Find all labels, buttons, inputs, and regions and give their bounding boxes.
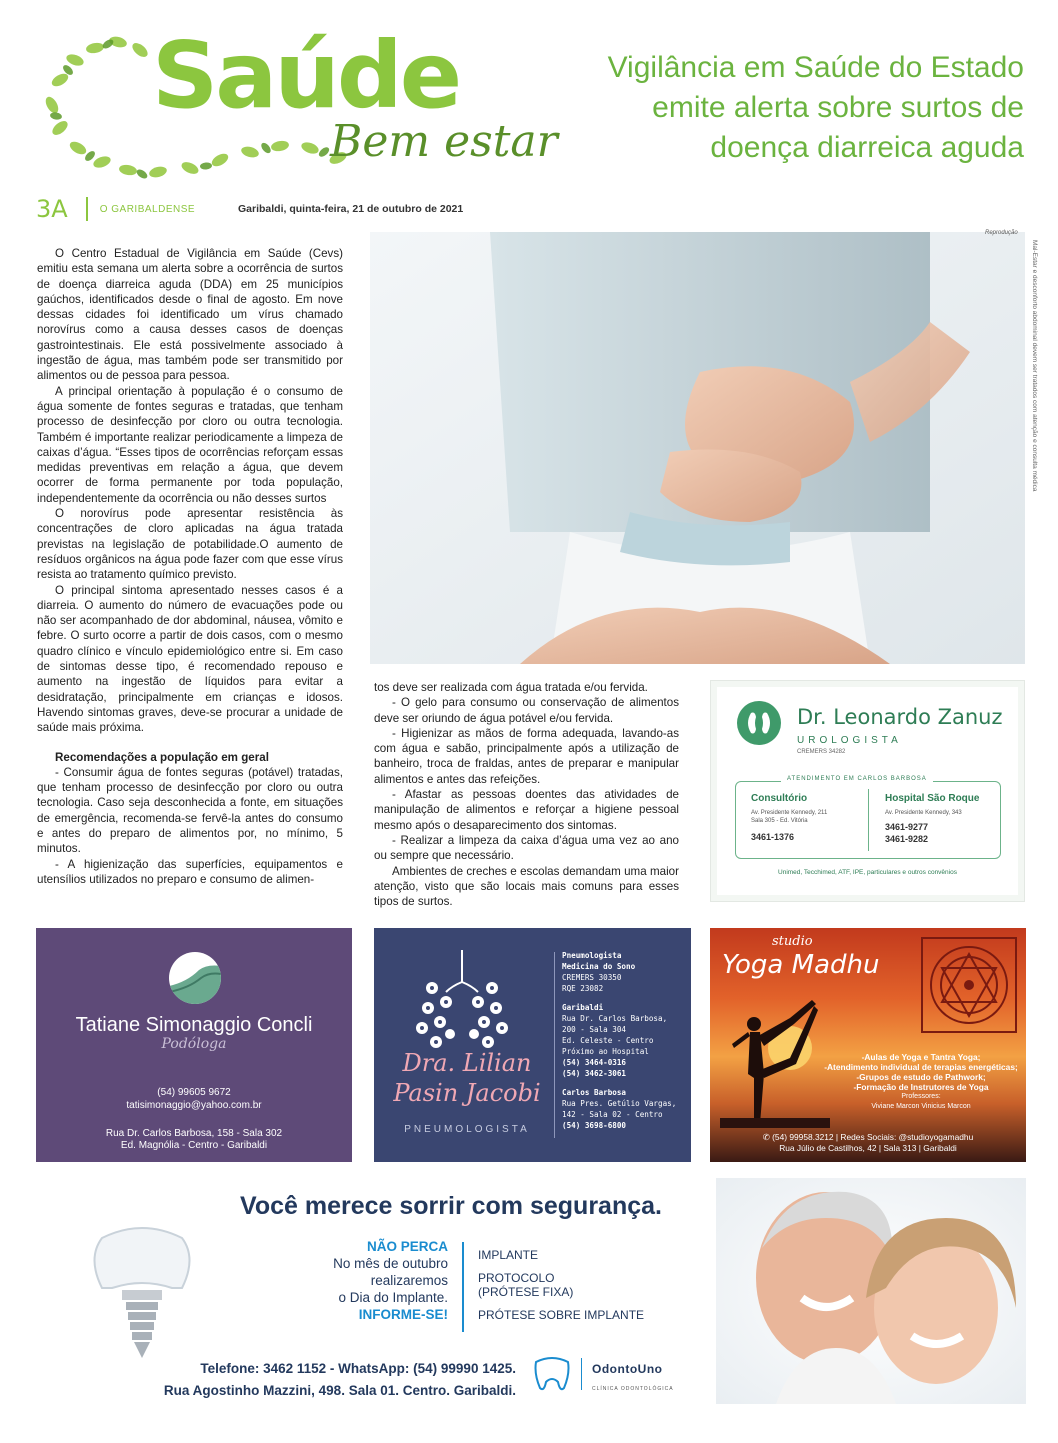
address-line: Rua Dr. Carlos Barbosa, 158 - Sala 302 bbox=[105, 1128, 283, 1139]
mandala-icon bbox=[916, 932, 1022, 1038]
hospital-address: Av. Presidente Kennedy, 343 bbox=[885, 810, 962, 816]
hospital-phones bbox=[885, 821, 928, 845]
dental-services bbox=[478, 1248, 644, 1331]
name-line: Pasin Jacobi bbox=[393, 1079, 541, 1107]
info-line: Medicina do Sono bbox=[562, 962, 636, 971]
yoga-address: Rua Júlio de Castilhos, 42 | Sala 313 | Garibaldi bbox=[779, 1143, 957, 1153]
name-line: Dra. Lilian bbox=[402, 1049, 532, 1077]
service-item: PRÓTESE SOBRE IMPLANTE bbox=[478, 1308, 645, 1322]
service-item: -Aulas de Yoga e Tantra Yoga; bbox=[861, 1052, 981, 1062]
foot-logo-icon bbox=[169, 952, 221, 1004]
service-item-line: PROTOCOLO bbox=[478, 1271, 555, 1285]
address-line: Próximo ao Hospital bbox=[562, 1047, 649, 1056]
article-subhead: Recomendações a população em geral bbox=[55, 750, 269, 764]
doctor-crm: CREMERS 34282 bbox=[797, 749, 846, 755]
recommendation: - Afastar as pessoas doentes das atividades de manipulação de alimentos e reforçar a higiene pessoal mesmo após o desaparecimento dos sintomas. bbox=[374, 788, 679, 832]
pneumologist-specialty: PNEUMOLOGISTA bbox=[404, 1124, 530, 1135]
address-line: Rua Dr. Carlos Barbosa, bbox=[562, 1014, 668, 1023]
dental-headline: Você merece sorrir com segurança. bbox=[240, 1192, 662, 1220]
teachers-label: Professores: bbox=[901, 1093, 941, 1100]
attendance-label: ATENDIMENTO EM CARLOS BARBOSA bbox=[781, 776, 933, 782]
office-address bbox=[751, 809, 861, 825]
podologist-name: Tatiane Simonaggio Concli bbox=[75, 1014, 313, 1036]
dateline: Garibaldi, quinta-feira, 21 de outubro de 2021 bbox=[238, 203, 464, 215]
promo-line: No mês de outubro bbox=[333, 1256, 448, 1271]
service-item: -Atendimento individual de terapias energéticas; bbox=[824, 1062, 1018, 1072]
paragraph: O norovírus pode apresentar resistência às concentrações de cloro aplicadas na água tratada previstas na legislação de potabilidade.O aumento de resíduos orgânicos na água pode fazer com que esse vírus resista ao tratamento químico previsto. bbox=[37, 507, 343, 582]
podologist-phone: (54) 99605 9672 bbox=[157, 1087, 231, 1098]
article-column-2 bbox=[374, 680, 679, 909]
office-title: Consultório bbox=[751, 793, 808, 804]
yoga-contact bbox=[710, 1132, 1026, 1154]
folio-divider bbox=[86, 197, 88, 221]
office-address-line: Av. Presidente Kennedy, 211 bbox=[751, 810, 828, 816]
recommendation: - Consumir água de fontes seguras (potável) tratadas, que tenham processo de desinfecção por cloro ou outra tecnologia. Caso seja desconhecida a fonte, em situações de emergência, recomenda-se fervê-la antes do consumo e antes do preparo de alimentos por, no mínimo, 5 minutos. bbox=[37, 765, 343, 856]
phone-line: (54) 3698-6800 bbox=[562, 1121, 627, 1130]
photo-credit: Reprodução bbox=[985, 230, 1018, 236]
hospital-phone: 3461-9277 bbox=[885, 822, 929, 832]
address-line: Ed. Magnólia - Centro - Garibaldi bbox=[120, 1140, 268, 1151]
info-line: RQE 23082 bbox=[562, 984, 604, 993]
dental-ad bbox=[36, 1178, 1026, 1404]
folio bbox=[36, 195, 195, 223]
podologist-ad bbox=[36, 928, 352, 1162]
dental-brand: OdontoUno bbox=[592, 1362, 663, 1376]
hospital-title: Hospital São Roque bbox=[885, 793, 980, 804]
city-label: Carlos Barbosa bbox=[562, 1088, 627, 1097]
service-item bbox=[478, 1271, 644, 1299]
podologist-role: Podóloga bbox=[161, 1036, 227, 1052]
dental-brand-sub: CLÍNICA ODONTOLÓGICA bbox=[592, 1386, 674, 1392]
kidney-logo-icon bbox=[737, 701, 781, 745]
recommendation: - Higienizar as mãos de forma adequada, lavando-as com água e sabão, principalmente após a utilização de banheiro, troca de fraldas, antes de preparar e manipular alimentos e antes das refeições. bbox=[374, 726, 679, 786]
yoga-ad bbox=[710, 928, 1026, 1162]
doctor-specialty: UROLOGISTA bbox=[797, 735, 902, 746]
address-line: Ed. Celeste - Centro bbox=[562, 1036, 654, 1045]
section-title: Saúde bbox=[152, 22, 460, 129]
insurance-list: Unimed, Tecchimed, ATF, IPE, particulares e outros convênios bbox=[778, 869, 957, 876]
promo-line: realizaremos bbox=[370, 1273, 448, 1288]
urologist-ad bbox=[710, 680, 1025, 902]
paragraph: Ambientes de creches e escolas demandam uma maior atenção, visto que são locais mais comuns para esses tipos de surtos. bbox=[374, 864, 679, 909]
photo-caption bbox=[1030, 240, 1038, 660]
paragraph: O Centro Estadual de Vigilância em Saúde (Cevs) emitiu esta semana um alerta sobre a ocorrência de surtos de doença diarreica aguda (DDA) em 25 municípios gaúchos, identificados desde o final de agosto. Em nove dessas cidades foi identificado um vírus chamado norovírus como a causa desses casos de doenças gastrointestinais. Ele está possivelmente associado à ingestão de água, mas também pode ser transmitido por alimentos ou de pessoa para pessoa. bbox=[37, 247, 343, 383]
paragraph: A principal orientação à população é o consumo de água somente de fontes seguras e tratadas, que tenham processo de desinfecção por cloro ou outra tecnologia. Também é importante realizar periodicamente a limpeza de caixas d’água. “Esses tipos de ocorrências reforçam essas medidas preventivas em relação a água, que devem ocorrer de forma permanente por toda população, independentemente da ocorrência ou não desses surtos bbox=[37, 384, 343, 505]
page-number: 3A bbox=[36, 195, 68, 223]
podologist-address bbox=[36, 1128, 352, 1152]
city-label: Garibaldi bbox=[562, 1003, 604, 1012]
promo-line: o Dia do Implante. bbox=[338, 1290, 448, 1305]
recommendation: - Realizar a limpeza da caixa d’água uma vez ao ano ou sempre que necessário. bbox=[374, 833, 679, 863]
recommendation: - O gelo para consumo ou conservação de alimentos deve ser oriundo de água potável e/ou fervida. bbox=[374, 696, 679, 725]
phone-line: (54) 3462-3061 bbox=[562, 1069, 627, 1078]
whatsapp-icon: ✆ bbox=[762, 1132, 773, 1142]
lungs-flower-icon bbox=[402, 946, 522, 1056]
promo-line: NÃO PERCA bbox=[366, 1239, 448, 1254]
newspaper-name: O GARIBALDENSE bbox=[99, 203, 196, 215]
address-line: Rua Pres. Getúlio Vargas, bbox=[562, 1099, 677, 1108]
article-photo bbox=[370, 232, 1025, 664]
pneumologist-ad bbox=[374, 928, 691, 1162]
locations-divider bbox=[868, 789, 869, 851]
dental-contact bbox=[96, 1358, 516, 1402]
service-item: IMPLANTE bbox=[478, 1248, 539, 1262]
paragraph: tos deve ser realizada com água tratada e/ou fervida. bbox=[374, 681, 648, 694]
masthead bbox=[30, 20, 570, 190]
service-item: -Formação de Instrutores de Yoga bbox=[853, 1082, 989, 1092]
info-divider bbox=[554, 952, 555, 1138]
pneumologist-info bbox=[562, 950, 687, 1131]
yoga-phone-social: (54) 99958.3212 | Redes Sociais: @studioyogamadhu bbox=[772, 1132, 974, 1142]
yoga-services bbox=[818, 1052, 1024, 1112]
address-line: 142 - Sala 02 - Centro bbox=[562, 1110, 663, 1119]
photo-caption-text: Mal-Estar e desconforto abdominal devem ser tratados com atenção e consulta médica bbox=[1031, 240, 1038, 492]
yoga-title: Yoga Madhu bbox=[722, 950, 880, 980]
office-phone: 3461-1376 bbox=[751, 832, 795, 842]
info-line: Pneumologista bbox=[562, 951, 622, 960]
article-column-1 bbox=[37, 246, 343, 887]
promo-divider bbox=[462, 1242, 464, 1332]
service-item: -Grupos de estudo de Pathwork; bbox=[856, 1072, 986, 1082]
dental-phone: Telefone: 3462 1152 - WhatsApp: (54) 99990 1425. bbox=[200, 1361, 516, 1376]
dental-implant-icon bbox=[62, 1218, 222, 1368]
logo-divider bbox=[581, 1358, 582, 1390]
headline: Vigilância em Saúde do Estado emite alerta sobre surtos de doença diarreica aguda bbox=[607, 51, 1024, 164]
yoga-pose-silhouette bbox=[720, 978, 830, 1128]
podologist-email: tatisimonaggio@yahoo.com.br bbox=[126, 1100, 262, 1111]
pneumologist-name bbox=[392, 1048, 542, 1108]
smiling-couple-photo bbox=[716, 1178, 1026, 1404]
hospital-phone: 3461-9282 bbox=[885, 834, 929, 844]
promo-line: INFORME-SE! bbox=[358, 1307, 448, 1322]
office-address-line: Sala 305 - Ed. Vitória bbox=[751, 818, 808, 824]
podologist-contact bbox=[36, 1086, 352, 1112]
phone-line: (54) 3464-0316 bbox=[562, 1058, 627, 1067]
service-item-line: (PRÓTESE FIXA) bbox=[478, 1285, 574, 1299]
info-line: CREMERS 30350 bbox=[562, 973, 622, 982]
doctor-name: Dr. Leonardo Zanuz bbox=[797, 705, 1003, 729]
recommendation: - A higienização das superfícies, equipamentos e utensílios utilizados no preparo e consumo de alimen- bbox=[37, 857, 343, 886]
yoga-studio-label: studio bbox=[772, 934, 813, 949]
address-line: 200 - Sala 304 bbox=[562, 1025, 627, 1034]
abdominal-pain-photo bbox=[370, 232, 1025, 664]
section-subtitle: Bem estar bbox=[330, 116, 558, 167]
paragraph: O principal sintoma apresentado nesses casos é a diarreia. O aumento do número de evacuações pode ou não ser acompanhado de dor abdominal, náusea, vômito e febre. O surto ocorre a partir de dois casos, com o mesmo quadro clínico e vínculo epidemiológico entre si. Em caso de sintomas desse tipo, é recomendado repouso e aumento na ingestão de líquidos para evitar a desidratação, principalmente em crianças e idosos. Havendo sintomas graves, deve-se procurar a unidade de saúde mais próxima. bbox=[37, 583, 343, 735]
tooth-logo-icon bbox=[530, 1354, 574, 1394]
teachers-names: Viviane Marcon Vinicius Marcon bbox=[871, 1103, 971, 1110]
dental-promo bbox=[272, 1238, 448, 1323]
dental-address: Rua Agostinho Mazzini, 498. Sala 01. Centro. Garibaldi. bbox=[163, 1383, 516, 1398]
